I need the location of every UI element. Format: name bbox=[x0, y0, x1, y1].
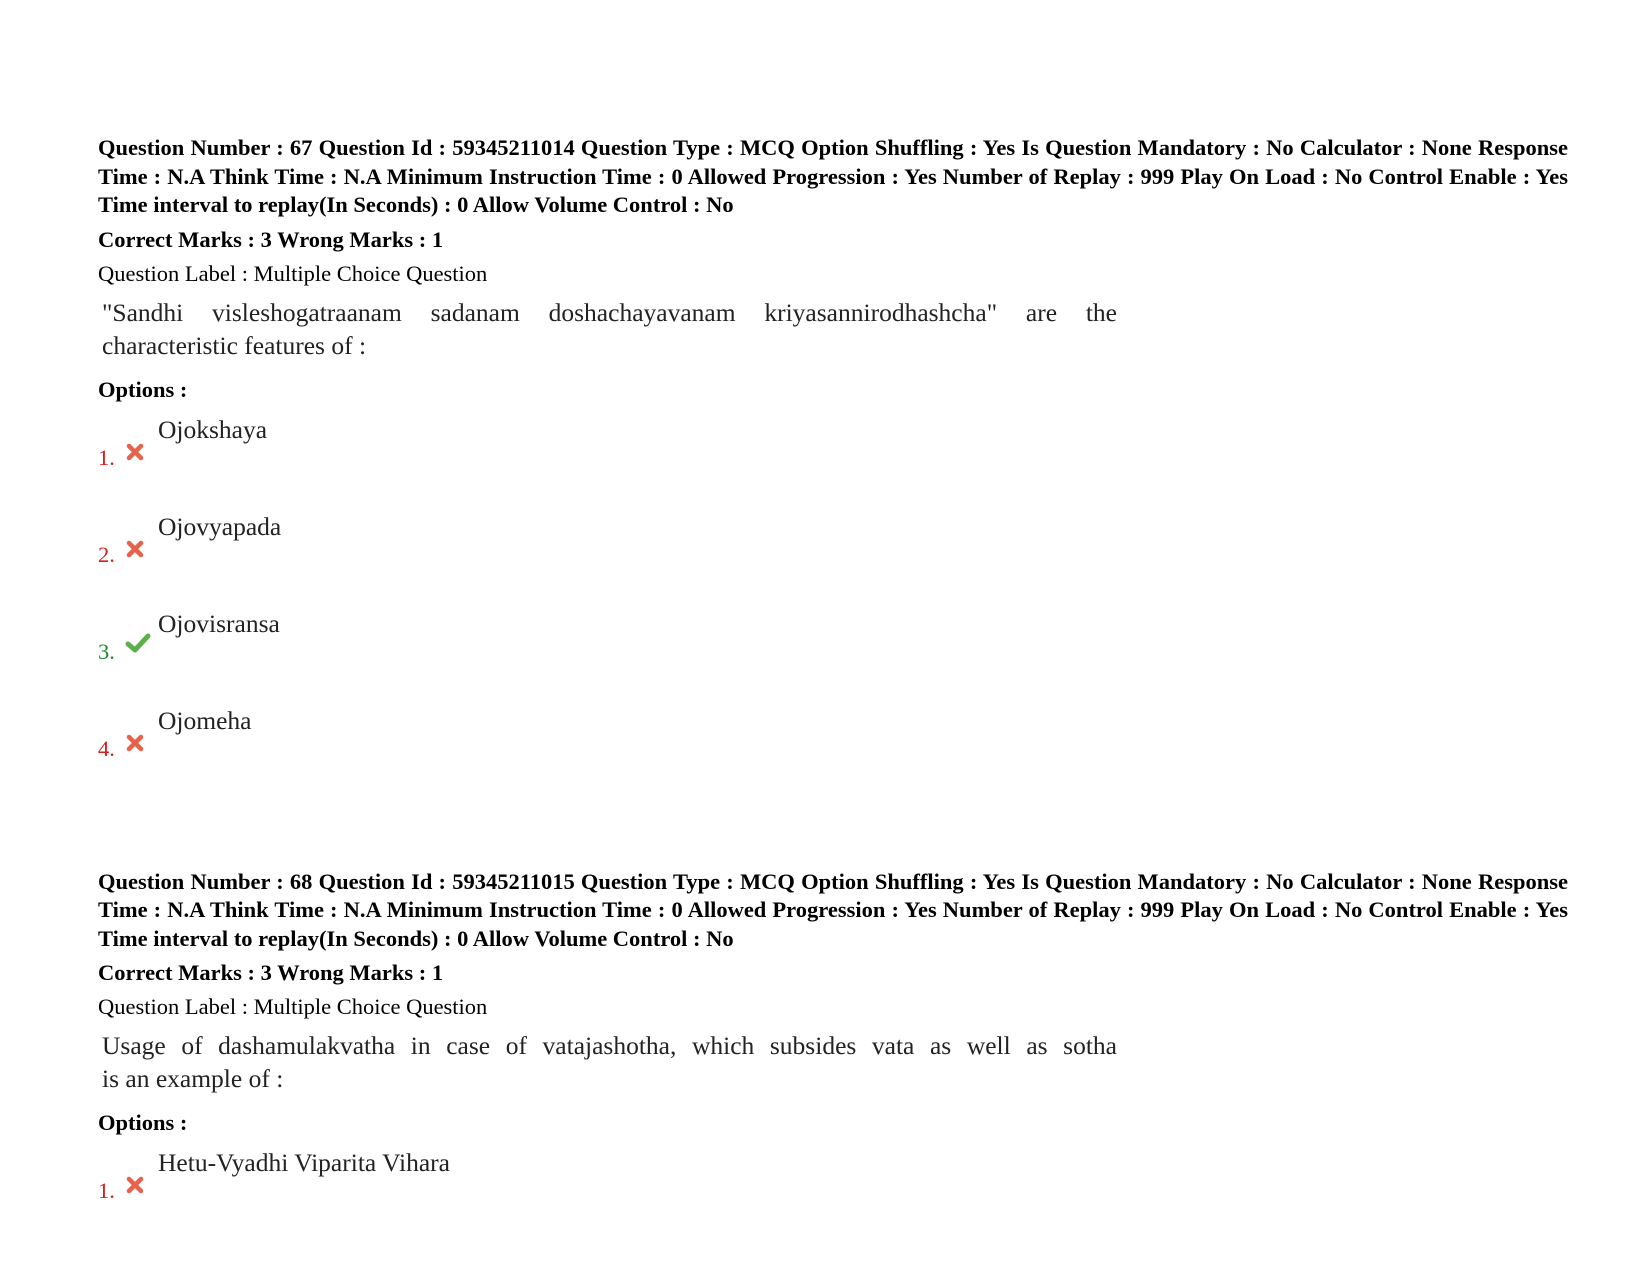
question-marks: Correct Marks : 3 Wrong Marks : 1 bbox=[98, 960, 444, 985]
question-meta: Question Number : 68 Question Id : 59345211015 Question Type : MCQ Option Shuffling : Yes Is Question Mandatory : No Calculator : None Response Time : N.A Think Time : N.A Minimum Instruction Time : 0 Allowed Progression : Yes Number of Replay : 999 Play On Load : No Control Enable : Yes Time interval to replay(In Seconds) : 0 Allow Volume Control : No bbox=[98, 868, 1568, 951]
option-text: Ojovyapada bbox=[158, 511, 282, 541]
options-title: Options : bbox=[98, 376, 188, 402]
option-text: Ojovisransa bbox=[158, 608, 280, 638]
check-icon bbox=[125, 632, 151, 654]
question-text bbox=[102, 296, 1117, 362]
option-number: 2. bbox=[98, 541, 115, 567]
option-2 bbox=[98, 505, 1568, 602]
question-text-line: Usage of dashamulakvatha in case of vatajashotha, which subsides vata as well as sotha bbox=[102, 1031, 1117, 1060]
question-paper-page bbox=[98, 134, 1568, 1238]
option-4 bbox=[98, 699, 1568, 796]
question-text-line: is an example of : bbox=[102, 1064, 284, 1093]
question-label: Question Label : Multiple Choice Question bbox=[98, 994, 488, 1019]
question-meta: Question Number : 67 Question Id : 59345211014 Question Type : MCQ Option Shuffling : Yes Is Question Mandatory : No Calculator : None Response Time : N.A Think Time : N.A Minimum Instruction Time : 0 Allowed Progression : Yes Number of Replay : 999 Play On Load : No Control Enable : Yes Time interval to replay(In Seconds) : 0 Allow Volume Control : No bbox=[98, 135, 1568, 217]
cross-icon bbox=[125, 539, 145, 559]
cross-icon bbox=[125, 442, 145, 462]
question-68 bbox=[98, 868, 1568, 1239]
question-marks: Correct Marks : 3 Wrong Marks : 1 bbox=[98, 226, 444, 252]
question-text-line: "Sandhi visleshogatraanam sadanam doshachayavanam kriyasannirodhashcha" are the bbox=[102, 297, 1117, 327]
options-title: Options : bbox=[98, 1110, 188, 1135]
option-number: 4. bbox=[98, 735, 115, 761]
option-number: 3. bbox=[98, 638, 115, 664]
option-number: 1. bbox=[98, 444, 115, 470]
question-text bbox=[102, 1029, 1117, 1095]
question-67 bbox=[98, 134, 1568, 796]
option-text: Ojomeha bbox=[158, 705, 252, 735]
cross-icon bbox=[125, 733, 145, 753]
question-label: Question Label : Multiple Choice Question bbox=[98, 260, 488, 286]
option-3 bbox=[98, 602, 1568, 699]
option-1 bbox=[98, 1141, 1568, 1238]
option-1 bbox=[98, 408, 1568, 505]
option-text: Ojokshaya bbox=[158, 414, 268, 444]
option-text: Hetu-Vyadhi Viparita Vihara bbox=[158, 1148, 450, 1177]
cross-icon bbox=[125, 1175, 145, 1195]
question-text-line: characteristic features of : bbox=[102, 330, 367, 360]
option-number: 1. bbox=[98, 1178, 115, 1203]
